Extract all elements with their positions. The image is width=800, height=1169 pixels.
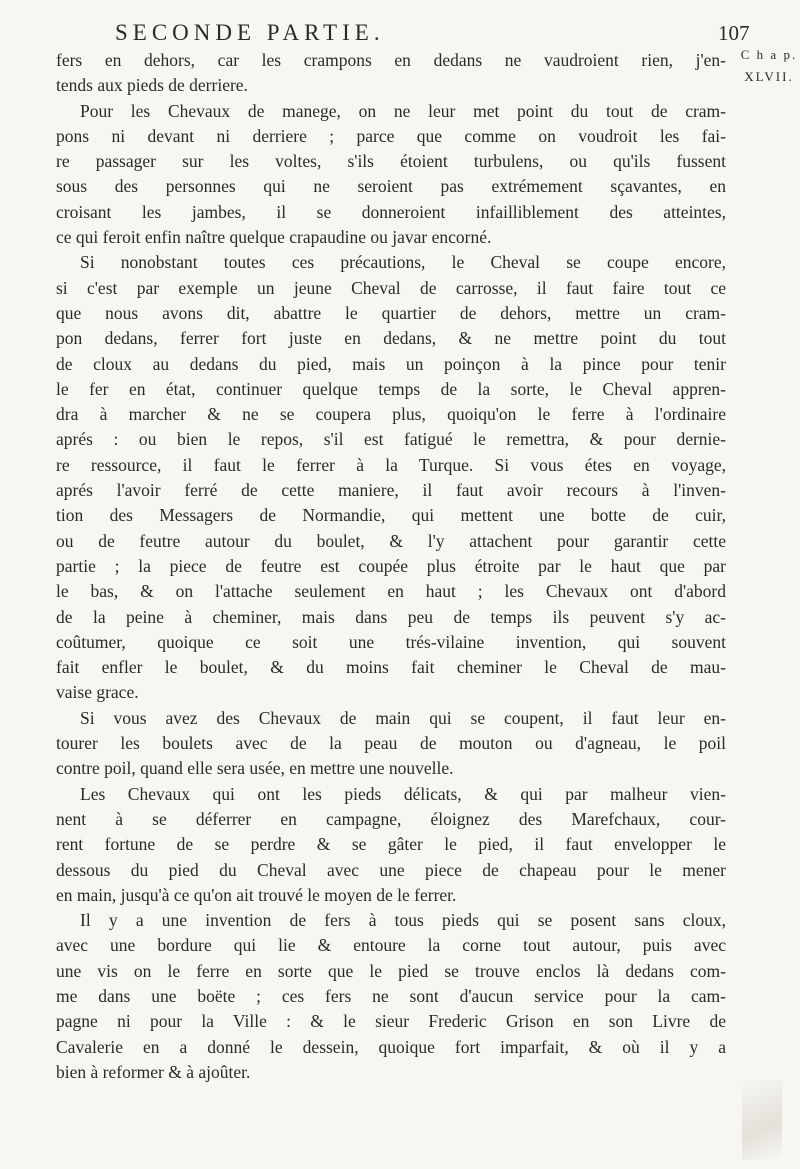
text-line: aprés : ou bien le repos, s'il est fatigué le remettra, & pour dernie-	[56, 429, 726, 450]
text-line: partie ; la piece de feutre est coupée plus étroite par le haut que par	[56, 555, 726, 576]
text-line: rent fortune de se perdre & se gâter le pied, il faut envelopper le	[56, 834, 726, 855]
text-line: avec une bordure qui lie & entoure la corne tout autour, puis avec	[56, 935, 726, 956]
text-line: coûtumer, quoique ce soit une trés-vilaine invention, qui souvent	[56, 631, 726, 652]
text-line: en main, jusqu'à ce qu'on ait trouvé le moyen de le ferrer.	[56, 884, 457, 905]
text-line: sous des personnes qui ne seroient pas extrémement sçavantes, en	[56, 176, 726, 197]
text-line: fait enfler le boulet, & du moins fait cheminer le Cheval de mau-	[56, 657, 726, 678]
text-line: ce qui feroit enfin naître quelque crapaudine ou javar encorné.	[56, 227, 492, 248]
text-line: Les Chevaux qui ont les pieds délicats, & qui par malheur vien-	[80, 783, 726, 804]
text-line: croisant les jambes, il se donneroient infailliblement des atteintes,	[56, 201, 726, 222]
text-line: le fer en état, continuer quelque temps de la sorte, le Cheval appren-	[56, 378, 726, 399]
text-line: fers en dehors, car les crampons en dedans ne vaudroient rien, j'en-	[56, 50, 726, 70]
text-line: contre poil, quand elle sera usée, en mettre une nouvelle.	[56, 758, 454, 779]
text-line: de la peine à cheminer, mais dans peu de temps ils peuvent s'y ac-	[56, 606, 726, 627]
text-line: dessous du pied du Cheval avec une piece de chapeau pour le mener	[56, 859, 726, 880]
text-line: Si vous avez des Chevaux de main qui se coupent, il faut leur en-	[80, 707, 726, 728]
text-line: tourer les boulets avec de la peau de mouton ou d'agneau, le poil	[56, 733, 726, 754]
page-number: 107	[718, 21, 750, 45]
text-line: tion des Messagers de Normandie, qui mettent une botte de cuir,	[56, 505, 726, 526]
text-line: dra à marcher & ne se coupera plus, quoiqu'on le ferre à l'ordinaire	[56, 404, 726, 425]
paper-stain	[742, 1080, 782, 1160]
text-line: le bas, & on l'attache seulement en haut ; les Chevaux ont d'abord	[56, 581, 726, 602]
chapter-number: XLVII.	[744, 69, 794, 84]
text-line: Si nonobstant toutes ces précautions, le Cheval se coupe encore,	[80, 252, 726, 273]
text-line: nent à se déferrer en campagne, éloignez des Marefchaux, cour-	[56, 808, 726, 829]
text-line: Pour les Chevaux de manege, on ne leur met point du tout de cram-	[80, 100, 726, 121]
text-line: pagne ni pour la Ville : & le sieur Frederic Grison en son Livre de	[56, 1011, 726, 1032]
text-line: tends aux pieds de derriere.	[56, 75, 248, 96]
text-line: pons ni devant ni derriere ; parce que comme on voudroit les fai-	[56, 125, 726, 146]
text-line: de cloux au dedans du pied, mais un poinçon à la pince pour tenir	[56, 353, 726, 374]
margin-chapter-note	[740, 44, 798, 88]
text-line: me dans une boëte ; ces fers ne sont d'aucun service pour la cam-	[56, 985, 726, 1006]
text-line: pon dedans, ferrer fort juste en dedans, & ne mettre point du tout	[56, 328, 726, 349]
text-line: ou de feutre autour du boulet, & l'y attachent pour garantir cette	[56, 530, 726, 551]
text-line: re ressource, il faut le ferrer à la Turque. Si vous étes en voyage,	[56, 454, 726, 475]
text-line: une vis on le ferre en sorte que le pied se trouve enclos là dedans com-	[56, 960, 726, 981]
text-line: si c'est par exemple un jeune Cheval de carrosse, il faut faire tout ce	[56, 277, 726, 298]
text-line: Cavalerie en a donné le dessein, quoique fort imparfait, & où il y a	[56, 1036, 726, 1057]
running-head: SECONDE PARTIE.	[115, 20, 385, 45]
text-line: bien à reformer & à ajoûter.	[56, 1061, 251, 1082]
text-line: Il y a une invention de fers à tous pieds qui se posent sans cloux,	[80, 910, 726, 931]
chapter-label: C h a p.	[740, 47, 798, 62]
text-line: re passager sur les voltes, s'ils étoient turbulens, ou qu'ils fussent	[56, 151, 726, 172]
text-line: vaise grace.	[56, 682, 139, 703]
body-text	[56, 48, 726, 1085]
text-line: que nous avons dit, abattre le quartier de dehors, mettre un cram-	[56, 302, 726, 323]
text-line: aprés l'avoir ferré de cette maniere, il faut avoir recours à l'inven-	[56, 480, 726, 501]
